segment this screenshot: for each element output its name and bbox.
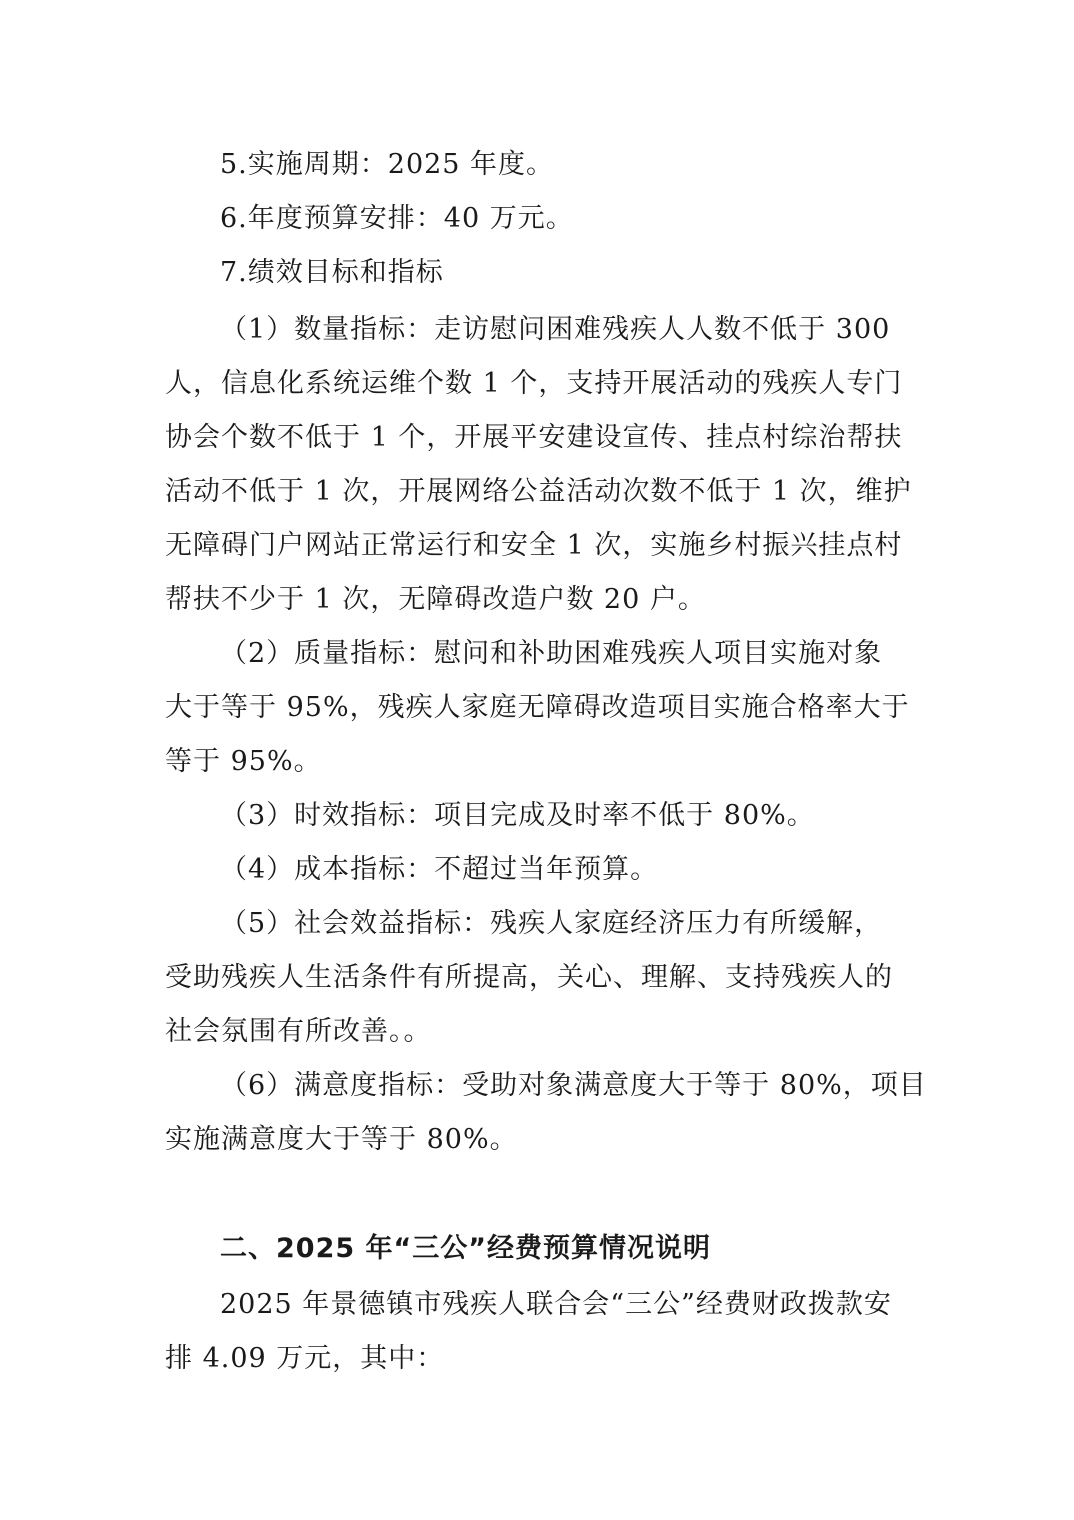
text-line: 排 4.09 万元，其中：: [165, 1343, 445, 1374]
text-line: （3）时效指标：项目完成及时率不低于 80%。: [220, 800, 815, 831]
text-line: 受助残疾人生活条件有所提高，关心、理解、支持残疾人的: [165, 962, 893, 993]
text-line: （4）成本指标：不超过当年预算。: [220, 854, 659, 885]
text-line: 无障碍门户网站正常运行和安全 1 次，实施乡村振兴挂点村: [165, 530, 903, 561]
text-line: 活动不低于 1 次，开展网络公益活动次数不低于 1 次，维护: [165, 476, 912, 507]
text-line: （1）数量指标：走访慰问困难残疾人人数不低于 300: [220, 314, 891, 345]
text-line: 帮扶不少于 1 次，无障碍改造户数 20 户。: [165, 584, 706, 615]
section-heading: 二、2025 年“三公”经费预算情况说明: [220, 1233, 712, 1264]
text-line: 5.实施周期：2025 年度。: [220, 149, 555, 180]
text-line: 实施满意度大于等于 80%。: [165, 1124, 518, 1155]
text-line: 人，信息化系统运维个数 1 个，支持开展活动的残疾人专门: [165, 368, 903, 399]
text-line: 2025 年景德镇市残疾人联合会“三公”经费财政拨款安: [220, 1289, 892, 1320]
text-line: （5）社会效益指标：残疾人家庭经济压力有所缓解，: [220, 908, 883, 939]
text-line: （6）满意度指标：受助对象满意度大于等于 80%，项目: [220, 1070, 927, 1101]
text-line: 7.绩效目标和指标: [220, 257, 444, 288]
text-line: 大于等于 95%，残疾人家庭无障碍改造项目实施合格率大于: [165, 692, 910, 723]
text-line: （2）质量指标：慰问和补助困难残疾人项目实施对象: [220, 638, 883, 669]
text-line: 协会个数不低于 1 个，开展平安建设宣传、挂点村综治帮扶: [165, 422, 903, 453]
text-line: 6.年度预算安排：40 万元。: [220, 203, 574, 234]
text-line: 等于 95%。: [165, 746, 322, 777]
text-line: 社会氛围有所改善。。: [165, 1016, 432, 1047]
